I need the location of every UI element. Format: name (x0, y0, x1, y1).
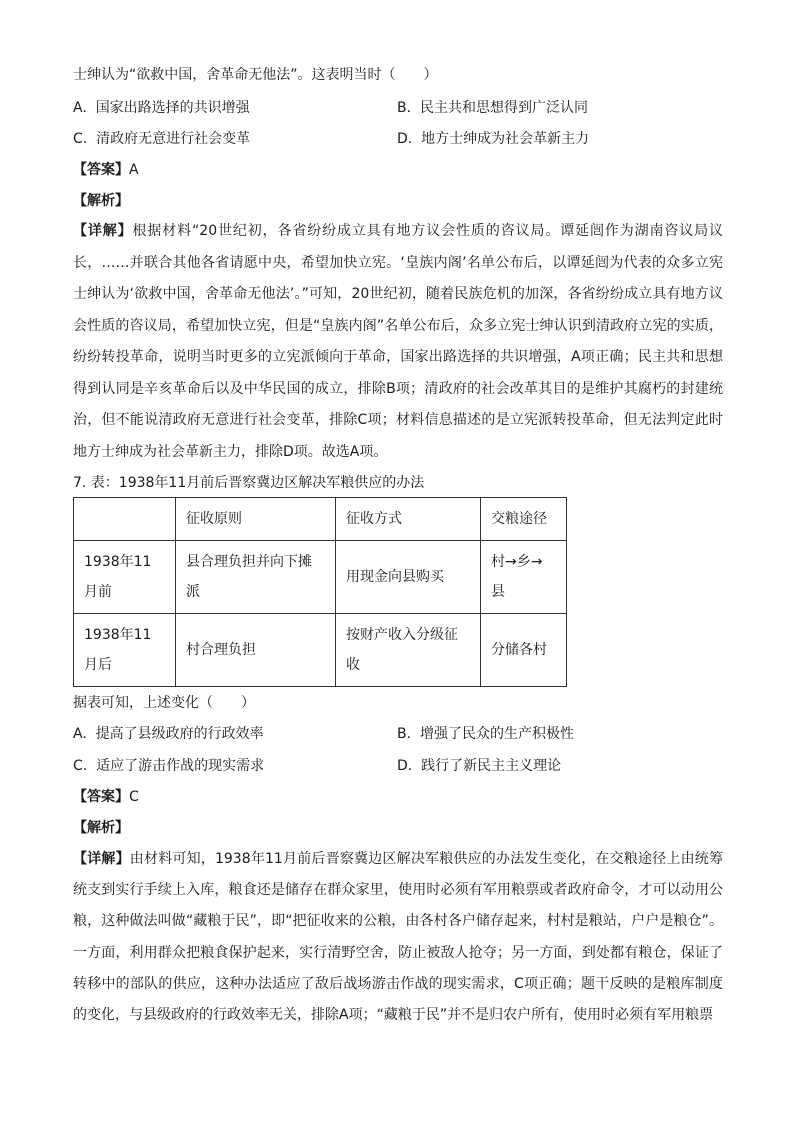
option-letter: B. (397, 100, 412, 116)
option-letter: C. (73, 131, 88, 147)
table-cell: 用现金向县购买 (336, 541, 481, 614)
detail-text: 由材料可知，1938年11月前后晋察冀边区解决军粮供应的办法发生变化，在交粮途径上由统筹统支到实行手续上入库，粮食还是储存在群众家里，使用时必须有军用粮票或者政府命令，才可以动用公粮，这种做法叫做“藏粮于民”，即“把征收来的公粮，由各村各户储存起来，村村是粮站，户户是粮仓”。一方面，利用群众把粮食保护起来，实行清野空舍，防止被敌人抢夺；另一方面，到处都有粮仓，保证了转移中的部队的供应，这种办法适应了敌后战场游击作战的现实需求，C项正确；题干反映的是粮库制度的变化，与县级政府的行政效率无关，排除A项；“藏粮于民”并不是归农户所有，使用时必须有军用粮票 (73, 851, 723, 1024)
detail-label: 【详解】 (73, 851, 130, 867)
q7-answer (73, 786, 139, 808)
option-text: 地方士绅成为社会革新主力 (421, 131, 590, 147)
table-cell: 按财产收入分级征收 (336, 614, 481, 687)
q6-option-c (73, 128, 250, 150)
q7-stem: 7. 表：1938年11月前后晋察冀边区解决军粮供应的办法 (73, 475, 425, 491)
analysis-label: 【解析】 (73, 820, 129, 836)
table-cell: 村合理负担 (176, 614, 336, 687)
option-text: 清政府无意进行社会变革 (96, 131, 251, 147)
answer-value: C (129, 789, 139, 805)
q6-detail (73, 216, 723, 468)
table-header-cell: 征收原则 (176, 498, 336, 541)
option-text: 增强了民众的生产积极性 (419, 726, 574, 742)
q7-option-d (397, 755, 561, 777)
answer-label: 【答案】 (73, 789, 129, 805)
option-letter: A. (73, 726, 87, 742)
answer-label: 【答案】 (73, 162, 129, 178)
option-text: 提高了县级政府的行政效率 (95, 726, 264, 742)
q7-prompt: 据表可知，上述变化（ ） (73, 695, 255, 711)
option-letter: A. (73, 100, 87, 116)
analysis-label: 【解析】 (73, 193, 129, 209)
option-text: 民主共和思想得到广泛认同 (419, 100, 588, 116)
q7-option-a (73, 723, 264, 745)
table-header-cell (74, 498, 176, 541)
q6-analysis-label (73, 190, 129, 212)
q6-option-b (397, 97, 588, 119)
q6-option-a (73, 97, 250, 119)
table-row (74, 614, 567, 687)
option-letter: C. (73, 758, 88, 774)
table-header-cell: 交粮途径 (481, 498, 567, 541)
option-letter: B. (397, 726, 412, 742)
q6-option-d (397, 128, 589, 150)
q6-stem-tail: 士绅认为“欲救中国，舍革命无他法”。这表明当时（ ） (73, 67, 438, 83)
q7-detail (73, 844, 723, 1031)
detail-text: 根据材料“20世纪初，各省纷纷成立具有地方议会性质的咨议局。谭延闿作为湖南咨议局议长，……并联合其他各省请愿中央，希望加快立宪。‘皇族内阁’名单公布后，以谭延闿为代表的众多立宪士绅认为‘欲救中国，舍革命无他法’。”可知，20世纪初，随着民族危机的加深，各省纷纷成立具有地方议会性质的咨议局，希望加快立宪，但是“皇族内阁”名单公布后，众多立宪士绅认识到清政府立宪的实质，纷纷转投革命，说明当时更多的立宪派倾向于革命，国家出路选择的共识增强，A项正确；民主共和思想得到认同是辛亥革命后以及中华民国的成立，排除B项；清政府的社会改革其目的是维护其腐朽的封建统治，但不能说清政府无意进行社会变革，排除C项；材料信息描述的是立宪派转投革命，但无法判定此时地方士绅成为社会革新主力，排除D项。故选A项。 (73, 223, 724, 460)
table-cell: 村→乡→县 (481, 541, 567, 614)
table-cell: 1938年11月前 (74, 541, 176, 614)
q7-option-b (397, 723, 574, 745)
table-cell: 分储各村 (481, 614, 567, 687)
q7-table (73, 497, 567, 687)
table-header-cell: 征收方式 (336, 498, 481, 541)
q7-option-c (73, 755, 264, 777)
answer-value: A (129, 162, 139, 178)
q6-answer (73, 159, 139, 181)
q7-analysis-label (73, 817, 129, 839)
option-text: 适应了游击作战的现实需求 (96, 758, 265, 774)
table-row (74, 541, 567, 614)
option-letter: D. (397, 131, 413, 147)
option-letter: D. (397, 758, 413, 774)
option-text: 践行了新民主主义理论 (421, 758, 562, 774)
table-cell: 1938年11月后 (74, 614, 176, 687)
detail-label: 【详解】 (73, 223, 133, 239)
table-cell: 县合理负担并向下摊派 (176, 541, 336, 614)
option-text: 国家出路选择的共识增强 (95, 100, 250, 116)
table-header-row (74, 498, 567, 541)
